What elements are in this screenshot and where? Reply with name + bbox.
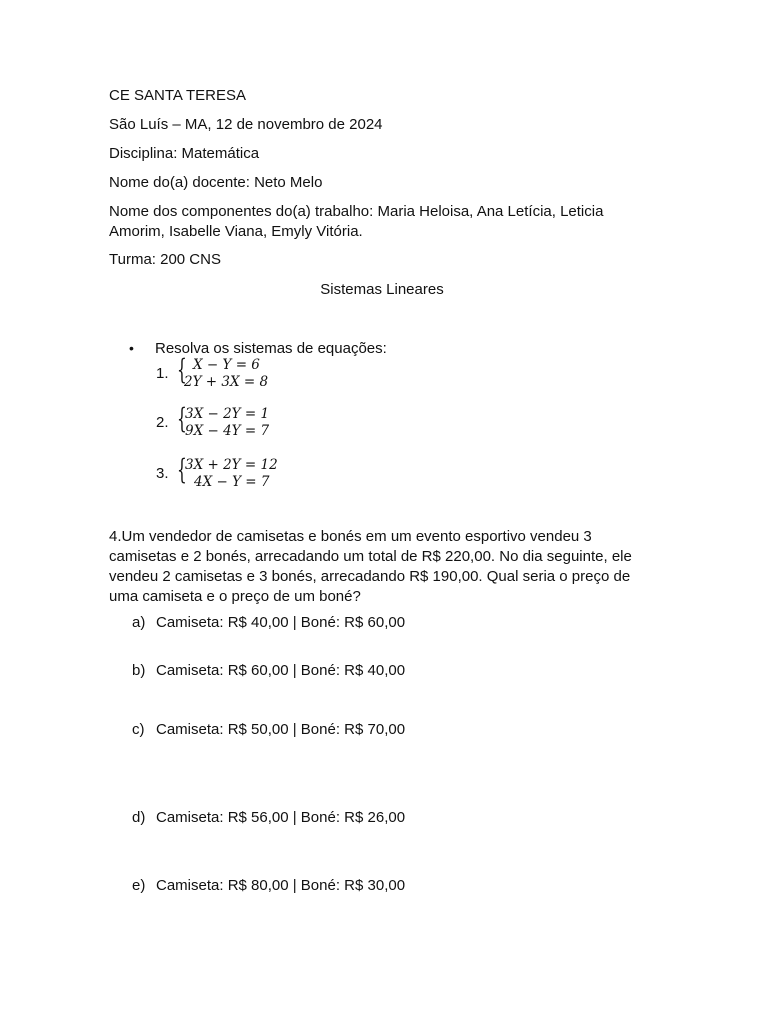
members-line: Nome dos componentes do(a) trabalho: Maria Heloisa, Ana Letícia, Leticia Amorim, Isabelle Viana, Emyly Vitória.	[109, 203, 604, 240]
option-text: Camiseta: R$ 60,00 | Boné: R$ 40,00	[156, 662, 406, 679]
option-letter: c)	[132, 721, 145, 738]
option-text: Camiseta: R$ 80,00 | Boné: R$ 30,00	[156, 877, 406, 894]
document-title: Sistemas Lineares	[320, 281, 444, 298]
left-brace-icon: {	[177, 353, 187, 386]
system-number: 3.	[156, 465, 169, 482]
option-text: Camiseta: R$ 50,00 | Boné: R$ 70,00	[156, 721, 406, 738]
system-number: 1.	[156, 365, 169, 382]
school-name: CE SANTA TERESA	[109, 87, 246, 104]
system-equation-1: 3X + 2Y = 12	[185, 457, 278, 473]
option-text: Camiseta: R$ 56,00 | Boné: R$ 26,00	[156, 809, 406, 826]
left-brace-icon: {	[177, 453, 187, 486]
option-text: Camiseta: R$ 40,00 | Boné: R$ 60,00	[156, 614, 406, 631]
class-line: Turma: 200 CNS	[109, 251, 221, 268]
system-equation-1: 3X − 2Y = 1	[185, 406, 270, 422]
system-equation-2: 2Y + 3X = 8	[184, 374, 269, 390]
place-date: São Luís – MA, 12 de novembro de 2024	[109, 116, 383, 133]
instruction-text: Resolva os sistemas de equações:	[155, 340, 387, 357]
system-equation-1: X − Y = 6	[193, 357, 260, 373]
option-letter: d)	[132, 809, 146, 826]
teacher-line: Nome do(a) docente: Neto Melo	[109, 174, 323, 191]
option-letter: e)	[132, 877, 146, 894]
subject-line: Disciplina: Matemática	[109, 145, 260, 162]
system-equation-2: 9X − 4Y = 7	[185, 423, 270, 439]
question-4-text: 4.Um vendedor de camisetas e bonés em um evento esportivo vendeu 3 camisetas e 2 bonés, arrecadando um total de R$ 220,00. No dia seguinte, ele vendeu 2 camisetas e 3 bonés, arrecadando R$ 190,00. Qual seria o preço de uma camiseta e o preço de um boné?	[109, 528, 632, 605]
left-brace-icon: {	[177, 402, 187, 435]
option-letter: a)	[132, 614, 146, 631]
system-equation-2: 4X − Y = 7	[194, 474, 270, 490]
option-letter: b)	[132, 662, 146, 679]
bullet-icon: •	[129, 340, 134, 356]
system-number: 2.	[156, 414, 169, 431]
